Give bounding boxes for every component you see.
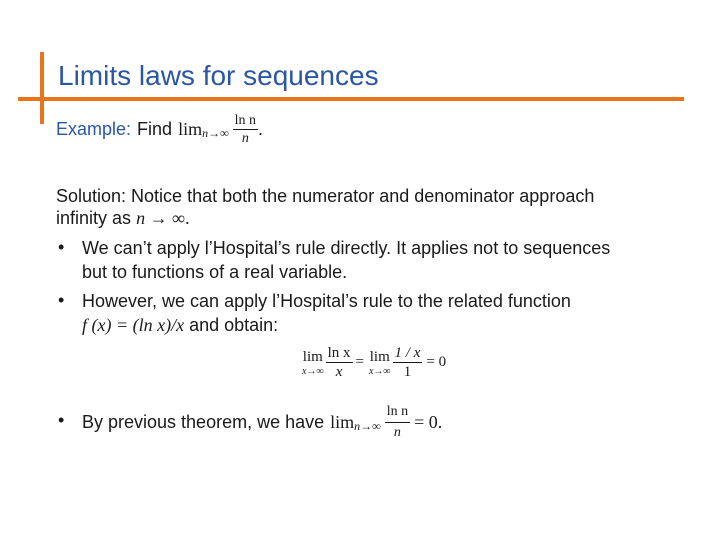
eq-lim-1-sub: x→∞	[302, 365, 324, 377]
bullet-1-line-2: but to functions of a real variable.	[82, 262, 348, 282]
example-denominator: n	[241, 131, 249, 146]
title-accent-horizontal-rule	[18, 97, 684, 101]
slide-title: Limits laws for sequences	[58, 60, 379, 91]
lhopital-equation	[300, 344, 446, 381]
bullet-2-math: f (x) = (ln x)/x	[82, 315, 185, 335]
example-fraction	[233, 112, 258, 147]
bullet-3-lim-sub: n→∞	[354, 419, 381, 433]
solution-line-2-math: n → ∞	[136, 208, 185, 228]
solution-line-2	[56, 207, 594, 229]
eq-fraction-1-den: x	[335, 364, 343, 380]
eq-lim-1: lim	[302, 348, 323, 365]
bullet-2-line-1: However, we can apply l’Hospital’s rule to the related function	[82, 291, 571, 311]
eq-fraction-1	[326, 344, 353, 381]
eq-limit-2	[369, 348, 391, 378]
example-lim-sub: n→∞	[202, 126, 229, 140]
eq-fraction-2	[393, 344, 423, 381]
bullet-2-line-2	[82, 313, 571, 337]
bullet-3-marker: •	[58, 410, 65, 430]
eq-fraction-1-num: ln x	[327, 345, 351, 361]
eq-fraction-2-num: 1 / x	[394, 345, 421, 361]
bullet-2-text	[82, 289, 571, 337]
example-text: Find	[137, 119, 173, 139]
bullet-3-result: = 0.	[414, 412, 443, 432]
eq-limit-1	[302, 348, 324, 378]
example-numerator: ln n	[234, 113, 257, 128]
example-label: Example:	[56, 119, 132, 139]
solution-line-2-prefix: infinity as	[56, 208, 132, 228]
bullet-3-lim: lim	[330, 412, 355, 432]
solution-line-2-end: .	[184, 208, 190, 228]
solution-line-1: Solution: Notice that both the numerator and denominator approach	[56, 186, 595, 206]
example-period: .	[258, 119, 264, 139]
bullet-3-prefix: By previous theorem, we have	[82, 412, 325, 432]
bullet-3-denominator: n	[393, 425, 401, 440]
bullet-3-fraction	[385, 402, 410, 443]
bullet-3-text	[82, 402, 442, 443]
bullet-3-numerator: ln n	[385, 402, 410, 423]
example-lim: lim	[178, 119, 203, 139]
eq-fraction-2-den: 1	[403, 364, 412, 380]
bullet-1-text	[82, 236, 610, 284]
bullet-1-marker: •	[58, 237, 65, 257]
title-accent-vertical-rule	[40, 52, 44, 124]
eq-equals: =	[355, 354, 364, 370]
eq-lim-2: lim	[369, 348, 390, 365]
bullet-2-end: and obtain:	[189, 315, 279, 335]
bullet-2-marker: •	[58, 290, 65, 310]
solution-paragraph	[56, 185, 594, 229]
example-line	[56, 112, 263, 147]
eq-lim-2-sub: x→∞	[368, 365, 391, 377]
bullet-1-line-1: We can’t apply l’Hospital’s rule directly. It applies not to sequences	[82, 238, 611, 258]
eq-result: = 0	[426, 354, 447, 370]
